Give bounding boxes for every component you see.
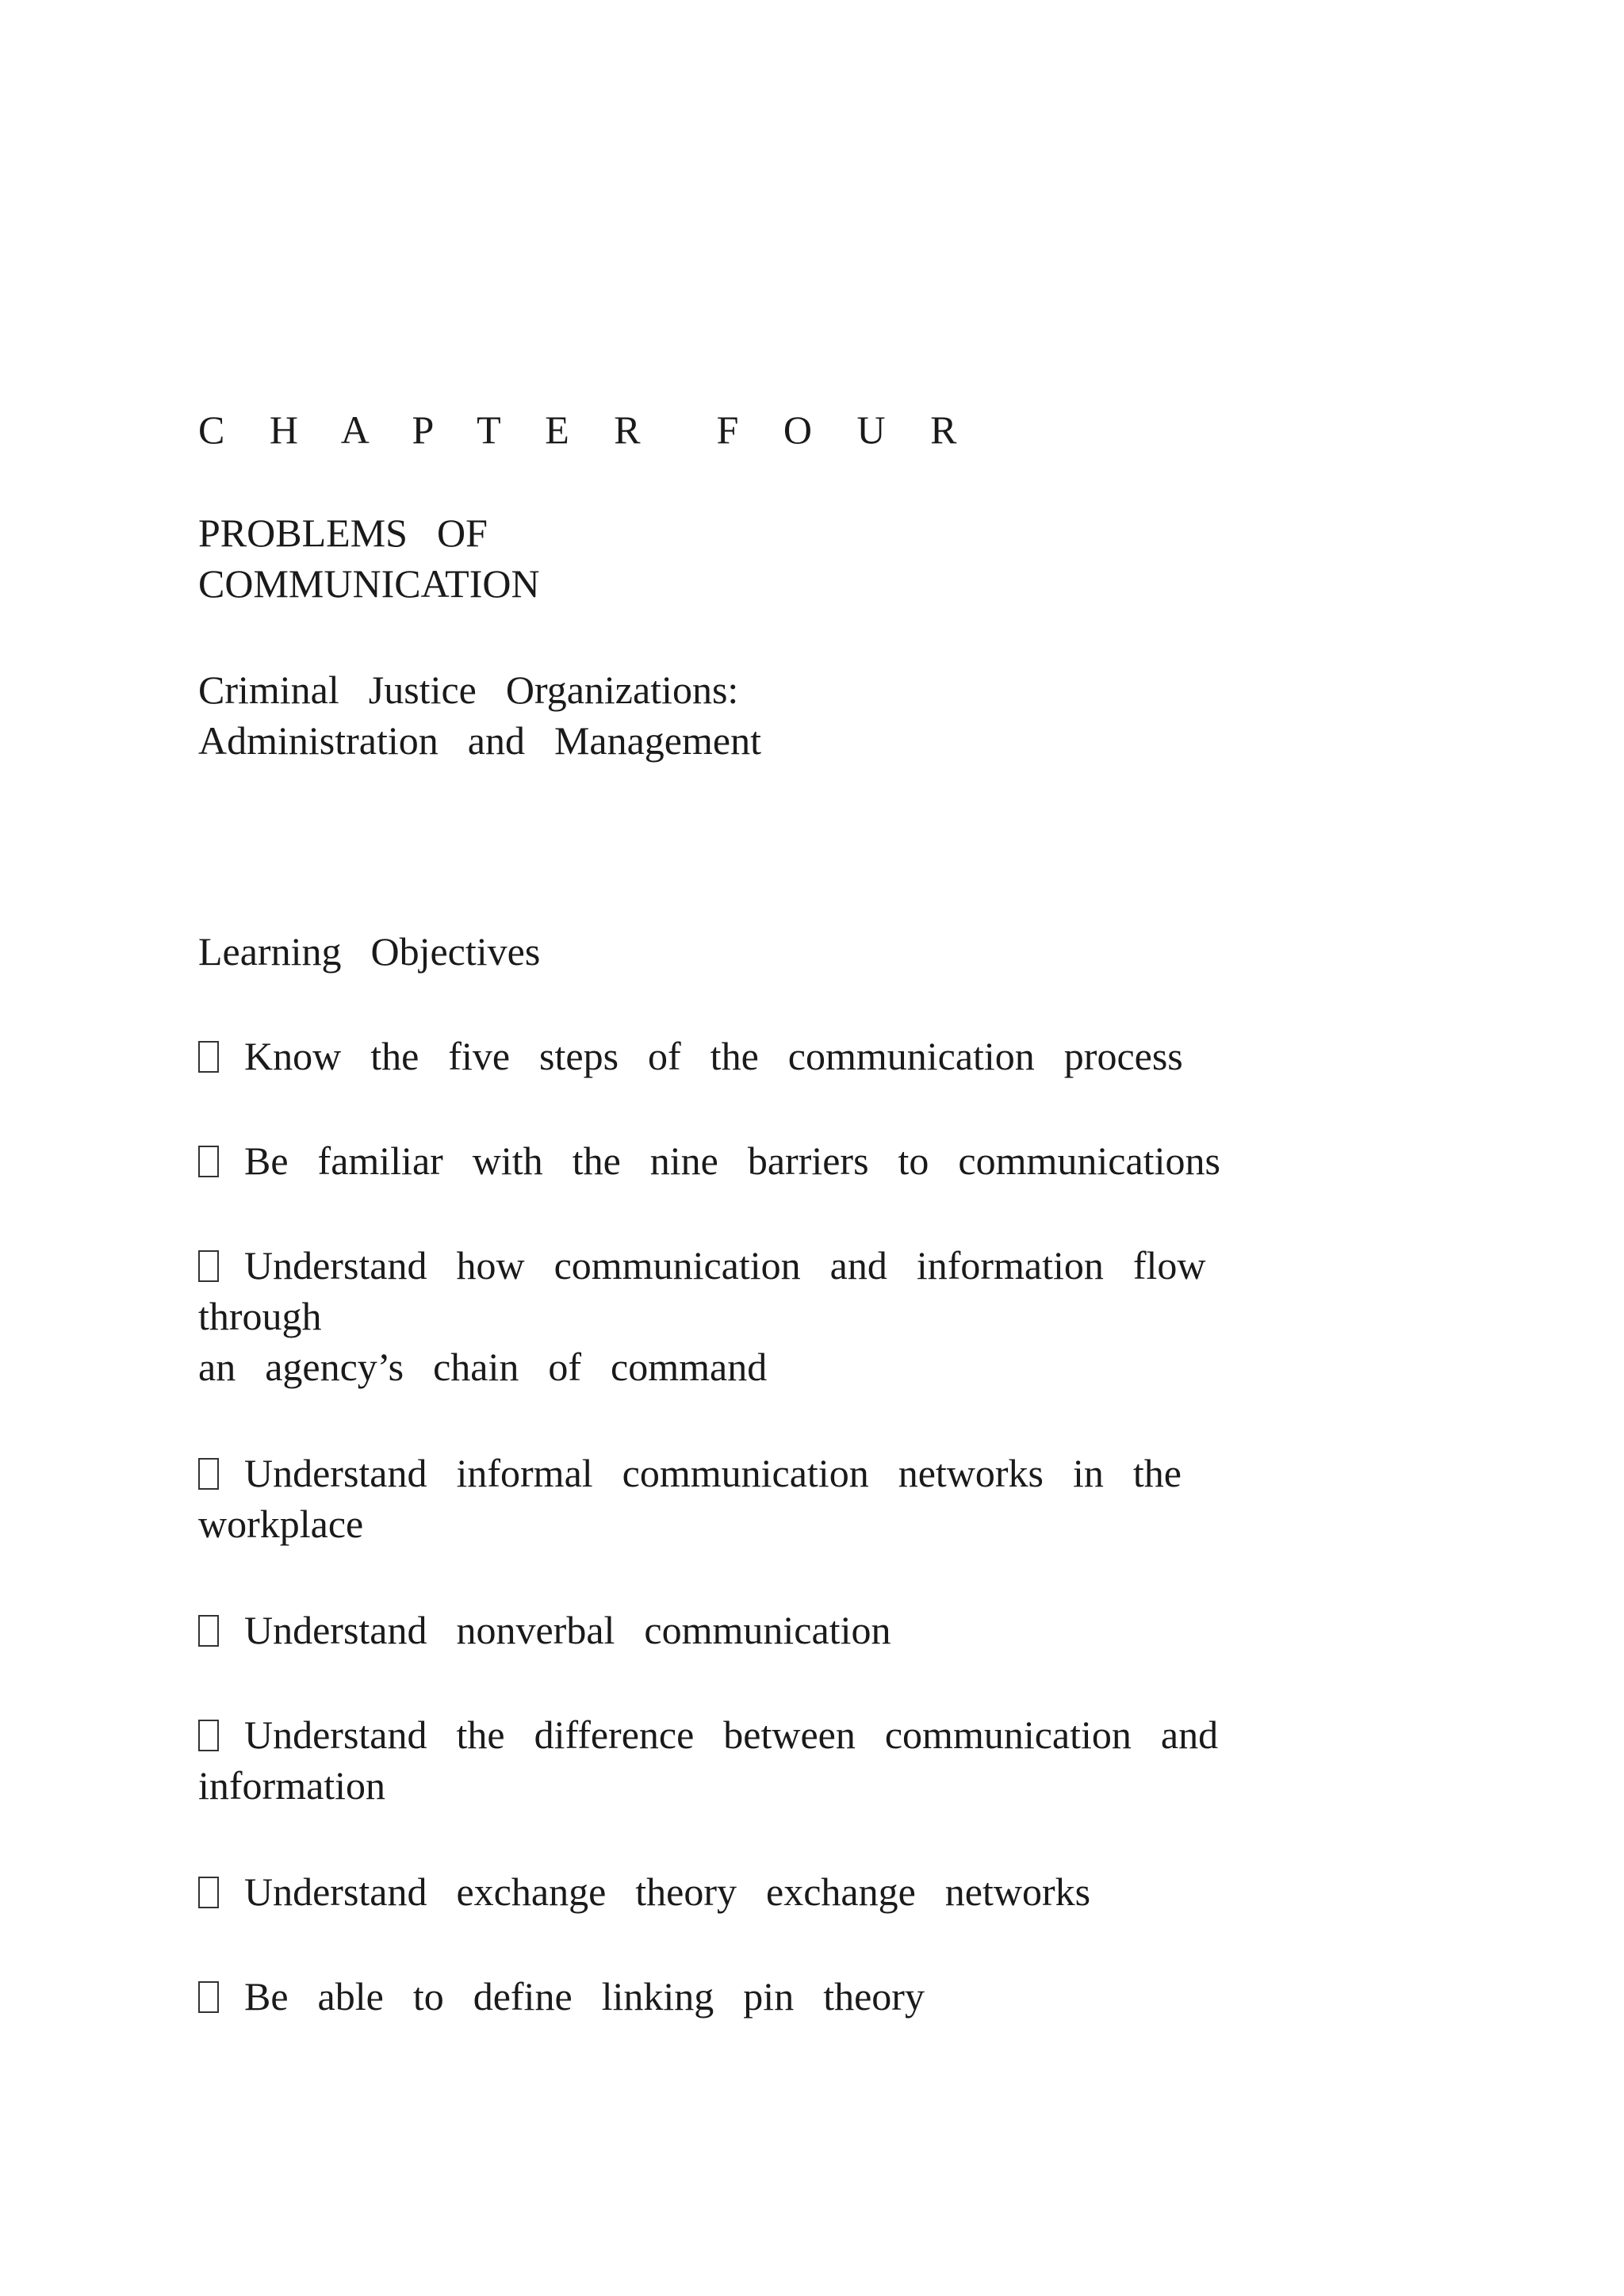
objective-item-3 — [198, 1240, 1206, 1291]
objective-text: Be able to define linking pin theory — [244, 1974, 925, 2019]
objective-item-4 — [198, 1448, 1182, 1498]
objective-item-7 — [198, 1866, 1090, 1917]
objective-item-4-line-2: workplace — [198, 1502, 364, 1546]
box-bullet-icon — [198, 1615, 219, 1647]
objective-item-6-line-2: information — [198, 1763, 386, 1808]
box-bullet-icon — [198, 1877, 219, 1908]
box-bullet-icon — [198, 1250, 219, 1282]
objective-text: Understand exchange theory exchange networks — [244, 1869, 1091, 1914]
book-title-line-1: Criminal Justice Organizations: — [198, 668, 739, 712]
objective-item-5 — [198, 1605, 891, 1655]
objective-item-8 — [198, 1971, 925, 2022]
box-bullet-icon — [198, 1981, 219, 2013]
objective-text: Understand the difference between communication and — [244, 1712, 1219, 1757]
book-title-line-2: Administration and Management — [198, 718, 761, 763]
chapter-label: C H A P T E R F O U R — [198, 408, 971, 452]
box-bullet-icon — [198, 1146, 219, 1177]
objectives-heading: Learning Objectives — [198, 929, 541, 974]
box-bullet-icon — [198, 1458, 219, 1490]
box-bullet-icon — [198, 1720, 219, 1751]
box-bullet-icon — [198, 1041, 219, 1073]
chapter-title-line-2: COMMUNICATION — [198, 561, 540, 606]
chapter-title-line-1: PROBLEMS OF — [198, 511, 488, 555]
objective-item-3-line-3: an agency’s chain of command — [198, 1345, 768, 1389]
objective-item-2 — [198, 1135, 1220, 1186]
objective-text: Be familiar with the nine barriers to communications — [244, 1138, 1220, 1183]
objective-text: Understand informal communication networks in the — [244, 1451, 1182, 1495]
objective-text: Understand how communication and information flow — [244, 1243, 1206, 1288]
objective-item-1 — [198, 1031, 1183, 1081]
objective-item-3-line-2: through — [198, 1294, 322, 1338]
objective-text: Understand nonverbal communication — [244, 1608, 891, 1652]
objective-text: Know the five steps of the communication process — [244, 1034, 1183, 1078]
objective-item-6 — [198, 1709, 1218, 1760]
